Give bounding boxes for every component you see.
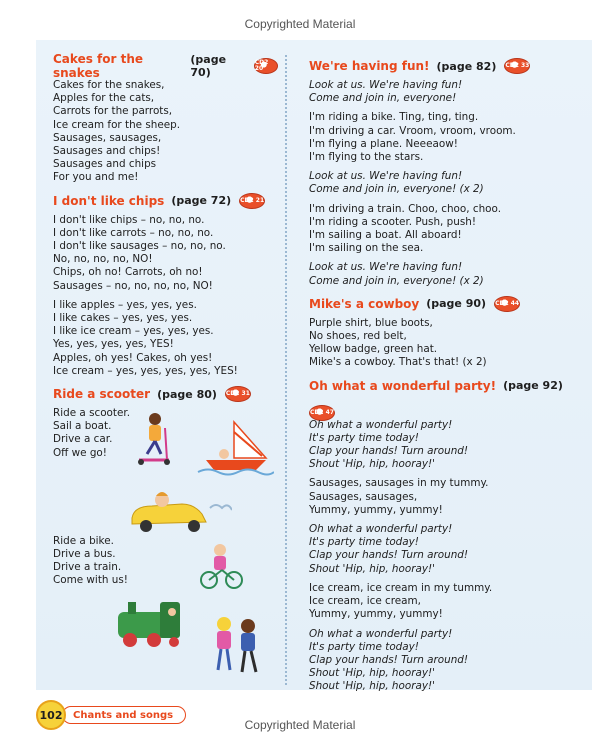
lyric-line: Yummy, yummy, yummy! — [309, 503, 443, 516]
lyric-line: Come and join in, everyone! (x 2) — [309, 274, 484, 287]
train-illustration — [114, 598, 196, 650]
chorus — [309, 170, 579, 196]
lyric-line: Drive a car. — [53, 433, 113, 446]
lyric-line: Clap your hands! Turn around! — [309, 653, 469, 666]
stanza — [309, 582, 579, 622]
lyric-line: For you and me! — [53, 171, 139, 184]
lyric-line: Clap your hands! Turn around! — [309, 445, 469, 458]
lyric-line: Oh what a wonderful party! — [309, 627, 453, 640]
lyric-line: Ice cream, ice cream, — [309, 595, 421, 608]
lyric-line: I like ice cream – yes, yes, yes. — [53, 325, 214, 338]
lyric-line: Purple shirt, blue boots, — [309, 316, 433, 329]
song-heading — [53, 191, 278, 211]
stanza — [53, 299, 278, 378]
stanza — [309, 477, 579, 517]
lyric-line: Look at us. We're having fun! — [309, 170, 463, 183]
lyric-line: I don't like chips – no, no, no. — [53, 213, 205, 226]
lyric-line: I'm flying to the stars. — [309, 151, 424, 164]
song-cowboy — [309, 294, 579, 370]
lyric-line: Sausages and chips — [53, 158, 157, 171]
copyright-header: Copyrighted Material — [244, 17, 356, 31]
lyric-line: Cakes for the snakes, — [53, 79, 165, 91]
lyric-line: Shout 'Hip, hip, hooray!' — [309, 562, 436, 575]
lyric-line: Sausages, sausages, — [309, 490, 418, 503]
cd-track-icon[interactable]: CD2 20 — [254, 58, 278, 74]
page-number: 102 — [36, 700, 66, 730]
lyric-line: Yummy, yummy, yummy! — [309, 608, 443, 621]
lyric-line: Sausages, sausages in my tummy. — [309, 477, 489, 490]
lyric-line: Yellow badge, green hat. — [309, 343, 438, 356]
lyric-line: Carrots for the parrots, — [53, 105, 173, 118]
cd-row — [309, 399, 579, 417]
chorus — [309, 523, 579, 576]
lyric-line: Sausages, sausages, — [53, 131, 162, 144]
stanza — [309, 111, 579, 164]
lyric-line: Come with us! — [53, 574, 128, 587]
lyric-line: I like apples – yes, yes, yes. — [53, 298, 197, 311]
lyric-line: Yes, yes, yes, yes, YES! — [53, 338, 174, 351]
page-reference: (page 82) — [436, 59, 497, 73]
song-title: Mike's a cowboy — [309, 296, 420, 311]
page-reference: (page 70) — [190, 53, 227, 79]
lyric-line: Ice cream – yes, yes, yes, yes, YES! — [53, 364, 238, 377]
lyric-line: Look at us. We're having fun! — [309, 79, 463, 91]
chorus — [309, 261, 579, 287]
lyric-line: I don't like sausages – no, no, no. — [53, 240, 226, 253]
song-title: Cakes for the snakes — [53, 52, 143, 80]
lyric-line: Clap your hands! Turn around! — [309, 549, 469, 562]
lyric-line: I'm sailing on the sea. — [309, 242, 424, 255]
page-reference: (page 80) — [157, 387, 217, 401]
lyric-line: No, no, no, no, NO! — [53, 253, 153, 266]
lyric-line: Apples, oh yes! Cakes, oh yes! — [53, 351, 213, 364]
lyric-line: Sausages and chips! — [53, 145, 161, 158]
lyric-line: Drive a train. — [53, 561, 122, 574]
stanza — [53, 535, 278, 588]
lyric-line: Drive a bus. — [53, 548, 116, 561]
song-title: I don't like chips — [53, 193, 165, 208]
lyric-line: I'm riding a bike. Ting, ting, ting. — [309, 111, 479, 124]
chorus — [309, 628, 579, 694]
lyric-line: I'm sailing a boat. All aboard! — [309, 229, 462, 242]
lyric-line: It's party time today! — [309, 431, 419, 444]
lyric-line: Ice cream, ice cream in my tummy. — [309, 581, 493, 594]
page-reference: (page 92) — [503, 379, 563, 393]
song-heading — [53, 384, 278, 404]
lyric-line: I'm flying a plane. Neeeaow! — [309, 137, 458, 150]
stanza — [53, 79, 278, 185]
lyric-line: No shoes, red belt, — [309, 330, 407, 343]
child-scooter-illustration — [133, 410, 178, 468]
column-divider — [285, 55, 287, 685]
cd-track-icon[interactable]: CD2 33 — [504, 58, 530, 74]
song-party — [309, 376, 579, 694]
lyric-line: Oh what a wonderful party! — [309, 418, 453, 431]
section-label: Chants and songs — [62, 706, 186, 724]
lyric-line: Ride a scooter. — [53, 407, 130, 420]
song-fun — [309, 56, 579, 288]
lyric-line: I don't like carrots – no, no, no. — [53, 226, 214, 239]
lyric-line: It's party time today! — [309, 536, 419, 549]
lyric-line: Ice cream for the sheep. — [53, 118, 181, 131]
right-column — [309, 56, 579, 700]
child-bike-illustration — [200, 542, 244, 590]
lyric-line: I like cakes – yes, yes, yes. — [53, 312, 193, 325]
lyric-line: Shout 'Hip, hip, hooray!' — [309, 458, 436, 471]
stanza — [309, 203, 579, 256]
lyric-line: Sausages – no, no, no, no, NO! — [53, 279, 213, 292]
page-reference: (page 90) — [426, 297, 487, 311]
song-heading — [53, 52, 278, 80]
lyric-line: Shout 'Hip, hip, hooray!' — [309, 667, 436, 680]
children-walking-illustration — [206, 614, 266, 676]
song-title: Ride a scooter — [53, 387, 151, 402]
lyric-line: Come and join in, everyone! (x 2) — [309, 183, 484, 196]
lyric-line: Sail a boat. — [53, 420, 112, 433]
lyric-line: I'm riding a scooter. Push, push! — [309, 215, 476, 228]
stanza — [53, 214, 278, 293]
lyric-line: Ride a bike. — [53, 534, 114, 547]
song-chips — [53, 191, 278, 378]
cd-track-icon[interactable]: CD2 44 — [494, 296, 520, 312]
song-heading — [309, 56, 579, 76]
lyric-line: I'm driving a car. Vroom, vroom, vroom. — [309, 124, 516, 137]
lyric-line: Apples for the cats, — [53, 92, 155, 105]
cd-track-icon[interactable]: CD2 47 — [309, 405, 335, 421]
lyric-line: Mike's a cowboy. That's that! (x 2) — [309, 356, 487, 369]
lyric-line: Come and join in, everyone! — [309, 92, 457, 105]
chorus — [309, 419, 579, 472]
song-heading — [309, 294, 579, 314]
car-illustration — [124, 488, 232, 540]
lyric-line: I'm driving a train. Choo, choo, choo. — [309, 202, 501, 215]
song-heading — [309, 376, 579, 396]
lyric-line: It's party time today! — [309, 640, 419, 653]
song-title: We're having fun! — [309, 59, 430, 73]
sailboat-illustration — [196, 420, 274, 476]
stanza — [309, 317, 579, 370]
copyright-footer: Copyrighted Material — [244, 718, 356, 732]
chorus — [309, 79, 579, 105]
lyric-line: Oh what a wonderful party! — [309, 523, 453, 536]
page-reference: (page 72) — [171, 194, 232, 208]
lyric-line: Chips, oh no! Carrots, oh no! — [53, 266, 203, 279]
lyric-line: Shout 'Hip, hip, hooray!' — [309, 680, 436, 693]
song-cakes — [53, 52, 278, 185]
song-title: Oh what a wonderful party! — [309, 378, 497, 393]
lyric-line: Look at us. We're having fun! — [309, 261, 463, 274]
lyric-line: Off we go! — [53, 446, 107, 459]
cd-track-icon[interactable]: CD2 31 — [225, 386, 251, 402]
cd-track-icon[interactable]: CD2 21 — [239, 193, 265, 209]
